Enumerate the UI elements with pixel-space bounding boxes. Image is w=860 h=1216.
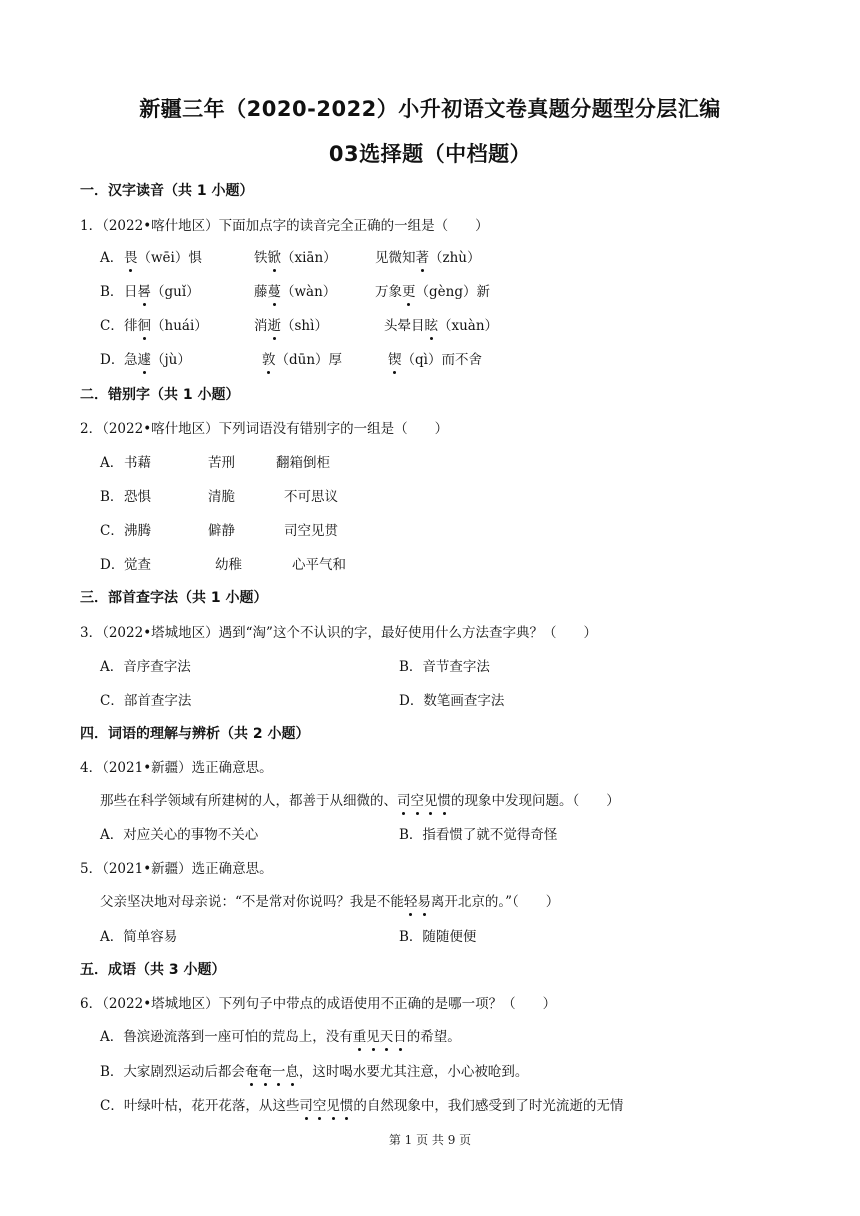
q3-option-a: A．音序查字法 [100, 659, 191, 675]
q2-option-d-word3: 心平气和 [292, 557, 346, 573]
q1-option-a-word1: 畏（wēi）惧 [124, 246, 202, 266]
q2-option-b-word1: 恐惧 [124, 489, 151, 505]
question-3-stem: 3．（2022•塔城地区）遇到“淘”这个不认识的字，最好使用什么方法查字典？（ ） [80, 625, 597, 641]
q1-option-a-word2: 铁锨（xiān） [254, 246, 337, 266]
q2-option-c-word1: 沸腾 [124, 523, 151, 539]
q6-option-b: B．大家剧烈运动后都会奄奄一息，这时喝水要尤其注意，小心被呛到。 [100, 1060, 528, 1080]
q6-option-c: C．叶绿叶枯，花开花落，从这些司空见惯的自然现象中，我们感受到了时光流逝的无情 [100, 1094, 623, 1114]
question-5-stem: 5．（2021•新疆）选正确意思。 [80, 861, 273, 877]
document-subtitle: 03选择题（中档题） [328, 142, 532, 166]
q2-option-b-label: B． [100, 489, 124, 505]
q2-option-d-label: D． [100, 557, 125, 573]
q2-option-c-label: C． [100, 523, 124, 539]
q2-option-a-word1: 书藉 [124, 455, 151, 471]
q1-option-d-label: D． [100, 352, 125, 368]
q3-option-d: D．数笔画查字法 [399, 693, 505, 709]
question-4-sentence: 那些在科学领域有所建树的人，都善于从细微的、司空见惯的现象中发现问题。（ ） [100, 789, 620, 809]
question-5-sentence: 父亲坚决地对母亲说：“不是常对你说吗？我是不能轻易离开北京的。”（ ） [100, 890, 559, 910]
q6-option-a: A．鲁滨逊流落到一座可怕的荒岛上，没有重见天日的希望。 [100, 1025, 461, 1045]
q3-option-c: C．部首查字法 [100, 693, 192, 709]
q1-option-d-word1: 急遽（jù） [124, 348, 191, 368]
q1-option-b-label: B． [100, 284, 124, 300]
q1-option-b-word3: 万象更（gèng）新 [375, 280, 490, 300]
q2-option-d-word1: 觉查 [124, 557, 151, 573]
q1-option-b-word2: 藤蔓（wàn） [254, 280, 336, 300]
document-title: 新疆三年（2020-2022）小升初语文卷真题分题型分层汇编 [139, 97, 721, 121]
q4-option-a: A．对应关心的事物不关心 [100, 827, 259, 843]
q4-option-b: B．指看惯了就不觉得奇怪 [399, 827, 558, 843]
section-heading-typos: 二．错别字（共 1 小题） [80, 387, 240, 403]
q5-option-b: B．随随便便 [399, 929, 477, 945]
page-number-footer: 第 1 页 共 9 页 [388, 1133, 472, 1147]
question-1-stem: 1．（2022•喀什地区）下面加点字的读音完全正确的一组是（ ） [80, 218, 489, 234]
q2-option-b-word3: 不可思议 [284, 489, 338, 505]
q1-option-a-word3: 见微知著（zhù） [375, 246, 481, 266]
q1-option-c-word1: 徘徊（huái） [124, 314, 208, 334]
q1-option-d-word2: 敦（dūn）厚 [262, 348, 342, 368]
q1-option-c-word3: 头晕目眩（xuàn） [384, 314, 498, 334]
q2-option-a-word3: 翻箱倒柜 [276, 455, 330, 471]
section-heading-radical-lookup: 三．部首查字法（共 1 小题） [80, 590, 268, 606]
question-4-stem: 4．（2021•新疆）选正确意思。 [80, 760, 273, 776]
section-heading-pronunciation: 一．汉字读音（共 1 小题） [80, 183, 254, 199]
question-2-stem: 2．（2022•喀什地区）下列词语没有错别字的一组是（ ） [80, 421, 449, 437]
q1-option-c-word2: 消逝（shì） [254, 314, 328, 334]
q2-option-d-word2: 幼稚 [215, 557, 242, 573]
q2-option-a-word2: 苦刑 [208, 455, 235, 471]
q2-option-a-label: A． [100, 455, 124, 471]
q5-option-a: A．简单容易 [100, 929, 178, 945]
q1-option-d-word3: 锲（qì）而不舍 [388, 348, 482, 368]
q2-option-c-word3: 司空见贯 [284, 523, 338, 539]
q2-option-c-word2: 僻静 [208, 523, 235, 539]
section-heading-idioms: 五．成语（共 3 小题） [80, 962, 226, 978]
q2-option-b-word2: 清脆 [208, 489, 235, 505]
q3-option-b: B．音节查字法 [399, 659, 490, 675]
q1-option-b-word1: 日晷（guǐ） [124, 280, 200, 300]
q1-option-c-label: C． [100, 318, 124, 334]
q1-option-a-label: A． [100, 250, 124, 266]
question-6-stem: 6．（2022•塔城地区）下列句子中带点的成语使用不正确的是哪一项？（ ） [80, 996, 557, 1012]
section-heading-word-meaning: 四．词语的理解与辨析（共 2 小题） [80, 726, 310, 742]
